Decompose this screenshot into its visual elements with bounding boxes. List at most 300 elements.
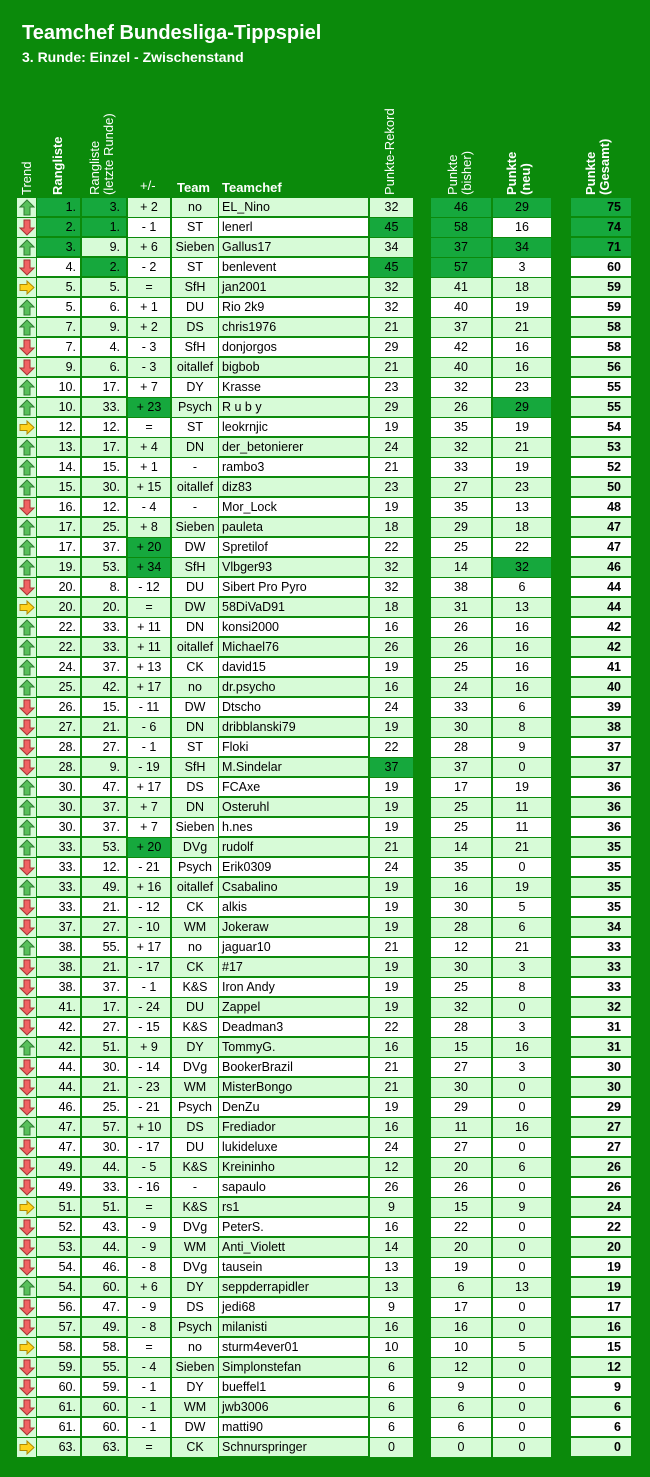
table-row <box>0 618 650 638</box>
cell-prev: 44. <box>82 1238 126 1257</box>
cell-team: DN <box>172 618 218 638</box>
table-row <box>0 818 650 838</box>
page-subtitle: 3. Runde: Einzel - Zwischenstand <box>22 49 244 65</box>
table-row <box>0 398 650 418</box>
cell-prev: 49. <box>82 878 126 897</box>
table-row <box>0 1418 650 1438</box>
cell-name: Sibert Pro Pyro <box>219 578 368 597</box>
trend-down-icon <box>17 258 36 278</box>
cell-neu: 3 <box>493 1018 551 1038</box>
cell-name: Krasse <box>219 378 368 397</box>
cell-rank: 30. <box>37 818 80 837</box>
cell-diff: + 7 <box>128 818 170 838</box>
cell-rek: 21 <box>370 1078 413 1098</box>
trend-same-icon <box>17 1438 36 1458</box>
cell-neu: 18 <box>493 518 551 538</box>
trend-up-icon <box>17 238 36 258</box>
cell-prev: 51. <box>82 1038 126 1057</box>
cell-rank: 5. <box>37 298 80 317</box>
cell-prev: 20. <box>82 598 126 617</box>
cell-neu: 13 <box>493 598 551 618</box>
table-row <box>0 1358 650 1378</box>
cell-ges: 27 <box>571 1118 631 1137</box>
cell-rek: 22 <box>370 1018 413 1038</box>
cell-neu: 0 <box>493 1318 551 1338</box>
cell-team: DVg <box>172 1058 218 1078</box>
cell-name: jwb3006 <box>219 1398 368 1417</box>
header-gesamt-line1: Punkte <box>583 151 598 195</box>
cell-rek: 6 <box>370 1358 413 1378</box>
cell-neu: 0 <box>493 1078 551 1098</box>
table-row <box>0 738 650 758</box>
cell-bish: 58 <box>431 218 491 238</box>
cell-rank: 42. <box>37 1038 80 1057</box>
cell-ges: 46 <box>571 558 631 577</box>
cell-prev: 9. <box>82 758 126 777</box>
cell-ges: 44 <box>571 578 631 597</box>
cell-prev: 53. <box>82 838 126 857</box>
trend-down-icon <box>17 718 36 738</box>
trend-down-icon <box>17 1378 36 1398</box>
cell-rank: 38. <box>37 938 80 957</box>
cell-neu: 19 <box>493 298 551 318</box>
table-row <box>0 1138 650 1158</box>
trend-down-icon <box>17 898 36 918</box>
cell-name: Schnurspringer <box>219 1438 368 1457</box>
header-teamchef: Teamchef <box>222 180 282 195</box>
trend-up-icon <box>17 438 36 458</box>
cell-prev: 33. <box>82 398 126 417</box>
cell-name: rambo3 <box>219 458 368 477</box>
cell-bish: 6 <box>431 1398 491 1418</box>
cell-neu: 0 <box>493 1418 551 1438</box>
cell-name: FCAxe <box>219 778 368 797</box>
cell-bish: 12 <box>431 938 491 958</box>
cell-prev: 42. <box>82 678 126 697</box>
cell-team: Psych <box>172 398 218 418</box>
table-row <box>0 1278 650 1298</box>
table-row <box>0 298 650 318</box>
cell-bish: 37 <box>431 238 491 258</box>
cell-diff: - 9 <box>128 1238 170 1258</box>
cell-prev: 1. <box>82 218 126 237</box>
cell-diff: + 4 <box>128 438 170 458</box>
cell-team: DW <box>172 538 218 558</box>
table-row <box>0 1058 650 1078</box>
cell-name: alkis <box>219 898 368 917</box>
cell-name: sturm4ever01 <box>219 1338 368 1357</box>
cell-prev: 4. <box>82 338 126 357</box>
cell-bish: 15 <box>431 1198 491 1218</box>
cell-diff: + 20 <box>128 838 170 858</box>
cell-name: Floki <box>219 738 368 757</box>
cell-name: Osteruhl <box>219 798 368 817</box>
cell-diff: - 11 <box>128 698 170 718</box>
cell-bish: 20 <box>431 1158 491 1178</box>
cell-neu: 11 <box>493 798 551 818</box>
table-row <box>0 198 650 218</box>
cell-neu: 0 <box>493 998 551 1018</box>
trend-same-icon <box>17 1198 36 1218</box>
cell-prev: 43. <box>82 1218 126 1237</box>
cell-ges: 12 <box>571 1358 631 1377</box>
trend-down-icon <box>17 1098 36 1118</box>
cell-neu: 0 <box>493 1398 551 1418</box>
cell-rek: 29 <box>370 338 413 358</box>
trend-up-icon <box>17 318 36 338</box>
cell-bish: 6 <box>431 1278 491 1298</box>
cell-rek: 24 <box>370 698 413 718</box>
trend-up-icon <box>17 378 36 398</box>
cell-team: - <box>172 498 218 518</box>
cell-name: donjorgos <box>219 338 368 357</box>
cell-name: Zappel <box>219 998 368 1017</box>
cell-name: M.Sindelar <box>219 758 368 777</box>
cell-ges: 6 <box>571 1418 631 1437</box>
cell-team: SfH <box>172 338 218 358</box>
cell-neu: 16 <box>493 618 551 638</box>
cell-rek: 21 <box>370 318 413 338</box>
cell-rank: 53. <box>37 1238 80 1257</box>
cell-neu: 0 <box>493 1098 551 1118</box>
cell-name: rs1 <box>219 1198 368 1217</box>
cell-team: ST <box>172 218 218 238</box>
cell-name: david15 <box>219 658 368 677</box>
cell-neu: 9 <box>493 738 551 758</box>
cell-team: K&S <box>172 978 218 998</box>
table-row <box>0 458 650 478</box>
cell-neu: 19 <box>493 878 551 898</box>
table-row <box>0 238 650 258</box>
cell-rank: 10. <box>37 378 80 397</box>
cell-name: der_betonierer <box>219 438 368 457</box>
trend-down-icon <box>17 498 36 518</box>
cell-neu: 21 <box>493 318 551 338</box>
cell-name: R u b y <box>219 398 368 417</box>
cell-bish: 57 <box>431 258 491 278</box>
table-row <box>0 1158 650 1178</box>
cell-bish: 35 <box>431 498 491 518</box>
cell-rek: 37 <box>370 758 413 778</box>
cell-rank: 60. <box>37 1378 80 1397</box>
cell-rank: 5. <box>37 278 80 297</box>
cell-prev: 53. <box>82 558 126 577</box>
cell-name: Mor_Lock <box>219 498 368 517</box>
table-row <box>0 1118 650 1138</box>
cell-neu: 21 <box>493 938 551 958</box>
cell-neu: 0 <box>493 1358 551 1378</box>
cell-bish: 32 <box>431 438 491 458</box>
trend-same-icon <box>17 1338 36 1358</box>
cell-team: DVg <box>172 1218 218 1238</box>
cell-ges: 47 <box>571 518 631 537</box>
cell-neu: 0 <box>493 1258 551 1278</box>
cell-rank: 7. <box>37 318 80 337</box>
cell-rek: 0 <box>370 1438 413 1458</box>
cell-ges: 37 <box>571 738 631 757</box>
header-rangliste-alt-line2: (letzte Runde) <box>101 113 116 195</box>
cell-diff: + 2 <box>128 318 170 338</box>
cell-ges: 33 <box>571 958 631 977</box>
cell-bish: 31 <box>431 598 491 618</box>
trend-down-icon <box>17 1418 36 1438</box>
cell-rank: 33. <box>37 858 80 877</box>
table-row <box>0 918 650 938</box>
cell-ges: 30 <box>571 1078 631 1097</box>
cell-team: DY <box>172 378 218 398</box>
cell-rek: 32 <box>370 298 413 318</box>
cell-rek: 19 <box>370 1098 413 1118</box>
cell-prev: 9. <box>82 238 126 257</box>
cell-rek: 14 <box>370 1238 413 1258</box>
table-row <box>0 478 650 498</box>
cell-name: rudolf <box>219 838 368 857</box>
table-row <box>0 1038 650 1058</box>
cell-rank: 1. <box>37 198 80 217</box>
cell-prev: 21. <box>82 718 126 737</box>
cell-prev: 37. <box>82 978 126 997</box>
header-team: Team <box>177 180 210 195</box>
cell-rank: 12. <box>37 418 80 437</box>
cell-rank: 26. <box>37 698 80 717</box>
cell-ges: 60 <box>571 258 631 277</box>
cell-bish: 35 <box>431 418 491 438</box>
cell-ges: 9 <box>571 1378 631 1397</box>
cell-prev: 21. <box>82 1078 126 1097</box>
cell-ges: 20 <box>571 1238 631 1257</box>
cell-diff: - 10 <box>128 918 170 938</box>
cell-neu: 16 <box>493 658 551 678</box>
cell-bish: 26 <box>431 398 491 418</box>
cell-diff: - 8 <box>128 1258 170 1278</box>
cell-diff: - 24 <box>128 998 170 1018</box>
cell-bish: 40 <box>431 358 491 378</box>
cell-name: #17 <box>219 958 368 977</box>
cell-ges: 0 <box>571 1438 631 1457</box>
cell-neu: 19 <box>493 418 551 438</box>
cell-diff: + 34 <box>128 558 170 578</box>
trend-up-icon <box>17 678 36 698</box>
cell-name: milanisti <box>219 1318 368 1337</box>
cell-ges: 34 <box>571 918 631 937</box>
cell-bish: 37 <box>431 758 491 778</box>
cell-name: Rio 2k9 <box>219 298 368 317</box>
trend-down-icon <box>17 1058 36 1078</box>
cell-name: bigbob <box>219 358 368 377</box>
trend-down-icon <box>17 578 36 598</box>
cell-name: DenZu <box>219 1098 368 1117</box>
cell-prev: 17. <box>82 378 126 397</box>
cell-rek: 6 <box>370 1398 413 1418</box>
cell-name: matti90 <box>219 1418 368 1437</box>
table-row <box>0 898 650 918</box>
cell-rank: 28. <box>37 758 80 777</box>
cell-prev: 33. <box>82 618 126 637</box>
cell-rek: 19 <box>370 818 413 838</box>
cell-prev: 63. <box>82 1438 126 1457</box>
trend-down-icon <box>17 338 36 358</box>
cell-ges: 74 <box>571 218 631 237</box>
page-title: Teamchef Bundesliga-Tippspiel <box>22 22 322 44</box>
cell-name: jedi68 <box>219 1298 368 1317</box>
cell-name: Iron Andy <box>219 978 368 997</box>
cell-neu: 16 <box>493 678 551 698</box>
cell-bish: 30 <box>431 718 491 738</box>
cell-neu: 19 <box>493 778 551 798</box>
cell-ges: 44 <box>571 598 631 617</box>
table-row <box>0 218 650 238</box>
cell-diff: - 3 <box>128 358 170 378</box>
cell-ges: 40 <box>571 678 631 697</box>
table-row <box>0 1098 650 1118</box>
cell-diff: = <box>128 278 170 298</box>
cell-rek: 9 <box>370 1298 413 1318</box>
cell-neu: 0 <box>493 758 551 778</box>
cell-ges: 42 <box>571 638 631 657</box>
trend-up-icon <box>17 518 36 538</box>
cell-prev: 47. <box>82 778 126 797</box>
cell-diff: - 12 <box>128 578 170 598</box>
cell-rek: 21 <box>370 358 413 378</box>
cell-prev: 37. <box>82 798 126 817</box>
cell-prev: 15. <box>82 458 126 477</box>
cell-bish: 0 <box>431 1438 491 1458</box>
cell-diff: = <box>128 418 170 438</box>
cell-diff: = <box>128 598 170 618</box>
trend-down-icon <box>17 1078 36 1098</box>
table-row <box>0 638 650 658</box>
table-row <box>0 678 650 698</box>
cell-bish: 22 <box>431 1218 491 1238</box>
cell-ges: 38 <box>571 718 631 737</box>
table-row <box>0 1378 650 1398</box>
cell-name: TommyG. <box>219 1038 368 1057</box>
cell-rek: 29 <box>370 398 413 418</box>
cell-team: DU <box>172 998 218 1018</box>
cell-name: tausein <box>219 1258 368 1277</box>
cell-bish: 27 <box>431 1138 491 1158</box>
cell-prev: 59. <box>82 1378 126 1397</box>
cell-ges: 35 <box>571 838 631 857</box>
cell-rek: 6 <box>370 1418 413 1438</box>
cell-diff: - 17 <box>128 1138 170 1158</box>
cell-diff: + 2 <box>128 198 170 218</box>
cell-rank: 30. <box>37 798 80 817</box>
cell-rank: 49. <box>37 1158 80 1177</box>
cell-prev: 47. <box>82 1298 126 1317</box>
trend-up-icon <box>17 478 36 498</box>
cell-diff: - 19 <box>128 758 170 778</box>
cell-diff: - 1 <box>128 1398 170 1418</box>
cell-ges: 75 <box>571 198 631 217</box>
cell-name: Michael76 <box>219 638 368 657</box>
cell-team: oitallef <box>172 638 218 658</box>
cell-prev: 30. <box>82 1138 126 1157</box>
cell-prev: 33. <box>82 1178 126 1197</box>
cell-rek: 13 <box>370 1258 413 1278</box>
cell-rek: 23 <box>370 478 413 498</box>
cell-team: DN <box>172 438 218 458</box>
cell-neu: 6 <box>493 918 551 938</box>
cell-team: Sieben <box>172 518 218 538</box>
cell-rank: 37. <box>37 918 80 937</box>
cell-bish: 26 <box>431 638 491 658</box>
cell-rank: 49. <box>37 1178 80 1197</box>
cell-rank: 61. <box>37 1418 80 1437</box>
cell-neu: 5 <box>493 898 551 918</box>
cell-diff: - 4 <box>128 1358 170 1378</box>
cell-prev: 6. <box>82 358 126 377</box>
cell-diff: + 7 <box>128 378 170 398</box>
cell-neu: 3 <box>493 258 551 278</box>
cell-name: leokrnjic <box>219 418 368 437</box>
cell-ges: 30 <box>571 1058 631 1077</box>
cell-bish: 16 <box>431 1318 491 1338</box>
cell-bish: 25 <box>431 798 491 818</box>
cell-team: WM <box>172 918 218 938</box>
cell-diff: - 1 <box>128 1378 170 1398</box>
cell-neu: 0 <box>493 1298 551 1318</box>
cell-prev: 27. <box>82 918 126 937</box>
cell-diff: - 9 <box>128 1298 170 1318</box>
cell-ges: 15 <box>571 1338 631 1357</box>
cell-neu: 0 <box>493 1438 551 1458</box>
cell-ges: 36 <box>571 798 631 817</box>
cell-rank: 30. <box>37 778 80 797</box>
cell-rank: 24. <box>37 658 80 677</box>
cell-bish: 33 <box>431 698 491 718</box>
cell-rek: 12 <box>370 1158 413 1178</box>
cell-neu: 6 <box>493 578 551 598</box>
cell-prev: 33. <box>82 638 126 657</box>
cell-diff: + 6 <box>128 238 170 258</box>
cell-team: DY <box>172 1278 218 1298</box>
cell-name: Dtscho <box>219 698 368 717</box>
cell-rank: 38. <box>37 978 80 997</box>
cell-rek: 19 <box>370 878 413 898</box>
cell-diff: - 15 <box>128 1018 170 1038</box>
cell-rek: 19 <box>370 778 413 798</box>
cell-ges: 27 <box>571 1138 631 1157</box>
cell-neu: 29 <box>493 398 551 418</box>
cell-ges: 31 <box>571 1038 631 1057</box>
cell-ges: 35 <box>571 878 631 897</box>
trend-up-icon <box>17 938 36 958</box>
cell-rank: 51. <box>37 1198 80 1217</box>
cell-name: seppderrapidler <box>219 1278 368 1297</box>
cell-rank: 3. <box>37 238 80 257</box>
cell-name: 58DiVaD91 <box>219 598 368 617</box>
cell-name: sapaulo <box>219 1178 368 1197</box>
cell-rek: 21 <box>370 838 413 858</box>
cell-team: ST <box>172 738 218 758</box>
cell-diff: = <box>128 1338 170 1358</box>
cell-bish: 30 <box>431 958 491 978</box>
cell-rank: 33. <box>37 838 80 857</box>
cell-diff: - 3 <box>128 338 170 358</box>
cell-neu: 0 <box>493 1138 551 1158</box>
cell-name: Erik0309 <box>219 858 368 877</box>
cell-rek: 32 <box>370 198 413 218</box>
cell-ges: 36 <box>571 818 631 837</box>
trend-down-icon <box>17 1178 36 1198</box>
cell-prev: 60. <box>82 1418 126 1437</box>
cell-ges: 22 <box>571 1218 631 1237</box>
header-rangliste-alt <box>88 113 116 195</box>
cell-team: no <box>172 938 218 958</box>
cell-name: lenerl <box>219 218 368 237</box>
cell-rek: 21 <box>370 938 413 958</box>
